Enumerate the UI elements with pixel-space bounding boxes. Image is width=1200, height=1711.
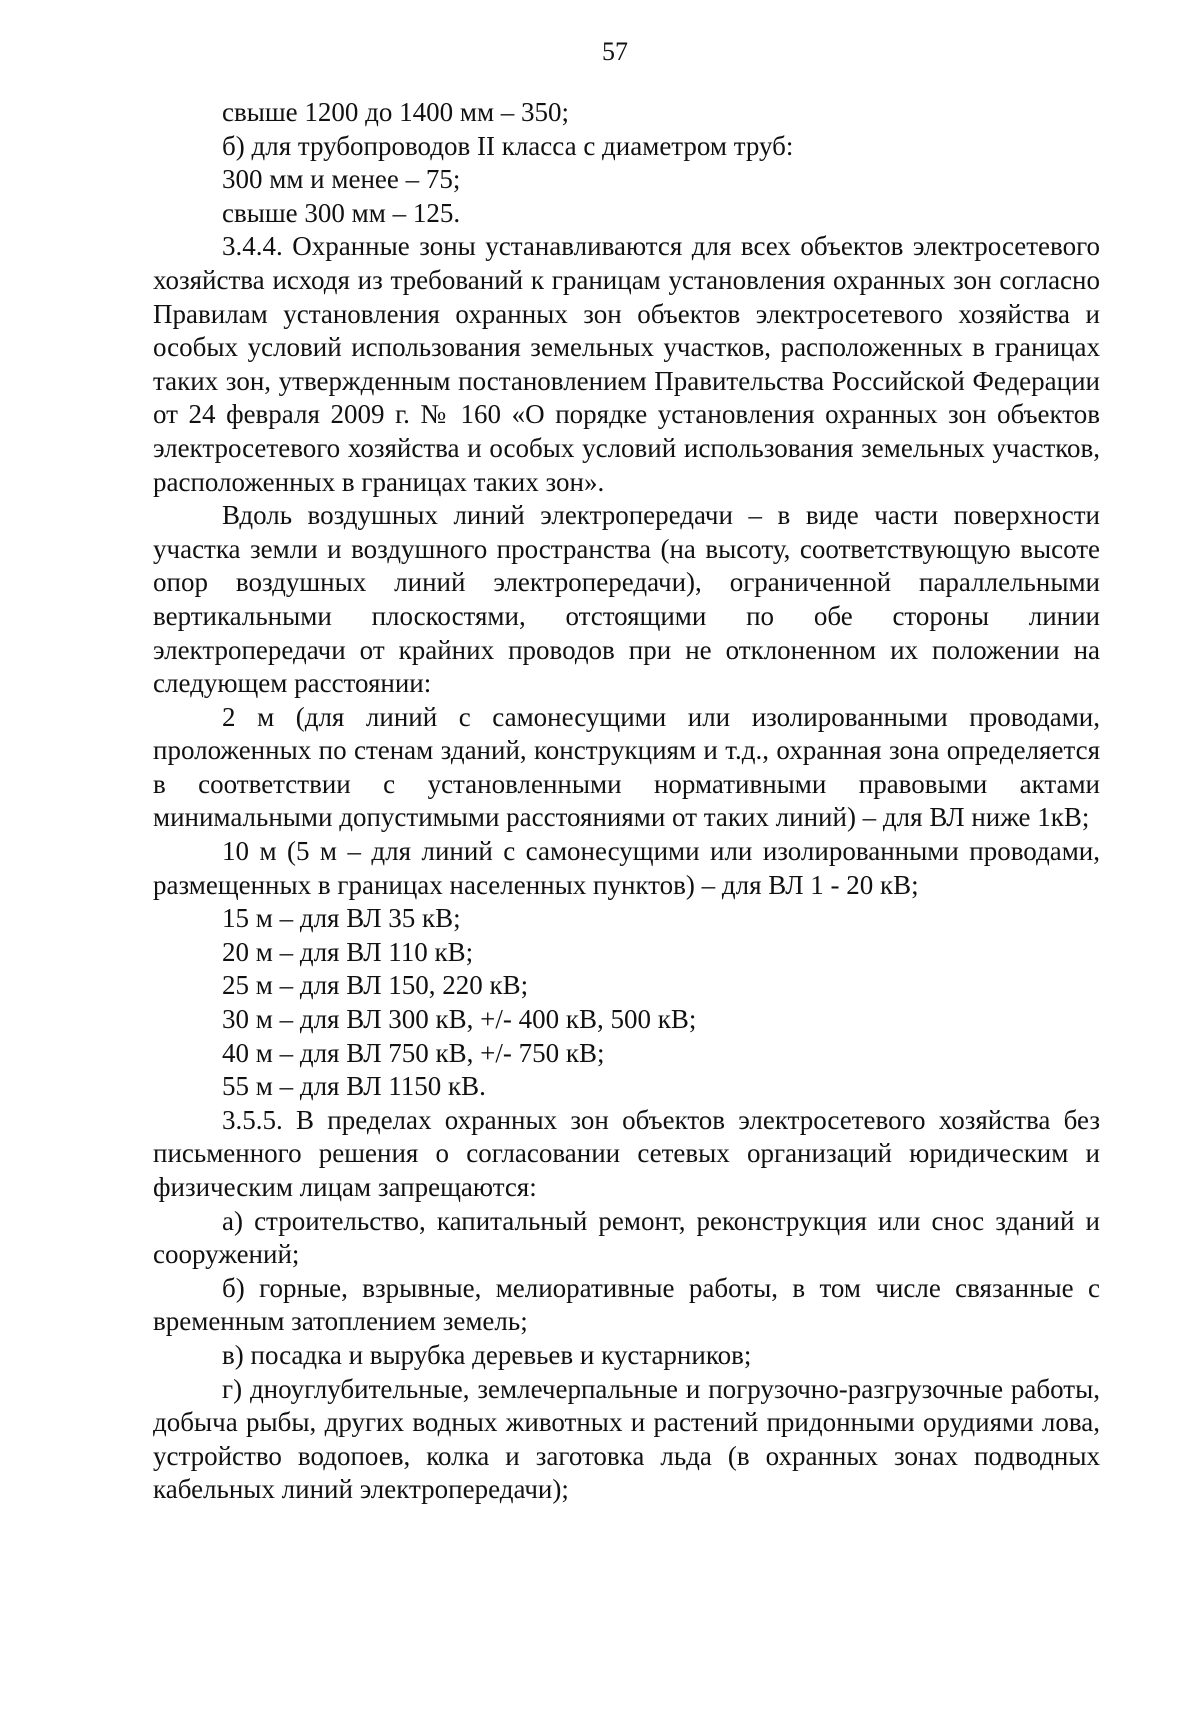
list-item: г) дноуглубительные, землечерпальные и погрузочно-разгрузочные работы, добыча рыбы, других водных животных и растений придонными орудиями лова, устройство водопоев, колка и заготовка льда (в охранных зонах подводных кабельных линий электропередачи); [153,1373,1100,1505]
page-number: 57 [602,37,628,66]
section-3-4-4-paragraph: 3.4.4. Охранные зоны устанавливаются для всех объектов электросетевого хозяйства исходя из требований к границам установления охранных зон согласно Правилам установления охранных зон объектов электросетевого хозяйства и особых условий использования земельных участков, расположенных в границах таких зон, утвержденным постановлением Правительства Российской Федерации от 24 февраля 2009 г. № 160 «О порядке установления охранных зон объектов электросетевого хозяйства и особых условий использования земельных участков, расположенных в границах таких зон». [153,231,1100,497]
paragraph: Вдоль воздушных линий электропередачи – в виде части поверхности участка земли и воздушного пространства (на высоту, соответствующую высоте опор воздушных линий электропередачи), ограниченной параллельными вертикальными плоскостями, отстоящими по обе стороны линии электропередачи от крайних проводов при не отклоненном их положении на следующем расстоянии: [153,500,1100,699]
list-item: в) посадка и вырубка деревьев и кустарников; [222,1339,752,1370]
list-item: б) горные, взрывные, мелиоративные работы, в том числе связанные с временным затоплением земель; [153,1272,1100,1337]
list-item: 15 м – для ВЛ 35 кВ; [222,903,461,934]
paragraph: свыше 300 мм – 125. [222,197,461,228]
paragraph: 2 м (для линий с самонесущими или изолированными проводами, проложенных по стенам зданий, конструкциям и т.д., охранная зона определяется в соответствии с установленными нормативными правовыми актами минимальными допустимыми расстояниями от таких линий) – для ВЛ ниже 1кВ; [153,701,1100,833]
list-item: 40 м – для ВЛ 750 кВ, +/- 750 кВ; [222,1037,605,1068]
document-body [153,96,1100,1507]
list-item: а) строительство, капитальный ремонт, реконструкция или снос зданий и сооружений; [153,1205,1100,1270]
paragraph: 300 мм и менее – 75; [222,164,461,195]
list-item: 20 м – для ВЛ 110 кВ; [222,936,474,967]
paragraph: свыше 1200 до 1400 мм – 350; [222,97,570,127]
list-item: 55 м – для ВЛ 1150 кВ. [222,1071,486,1102]
section-3-5-5-paragraph: 3.5.5. В пределах охранных зон объектов электросетевого хозяйства без письменного решения о согласовании сетевых организаций юридическим и физическим лицам запрещаются: [153,1104,1100,1202]
paragraph: б) для трубопроводов II класса с диаметром труб: [222,130,794,161]
paragraph: 10 м (5 м – для линий с самонесущими или изолированными проводами, размещенных в границах населенных пунктов) – для ВЛ 1 - 20 кВ; [153,836,1100,900]
list-item: 25 м – для ВЛ 150, 220 кВ; [222,970,529,1001]
list-item: 30 м – для ВЛ 300 кВ, +/- 400 кВ, 500 кВ; [222,1004,697,1035]
